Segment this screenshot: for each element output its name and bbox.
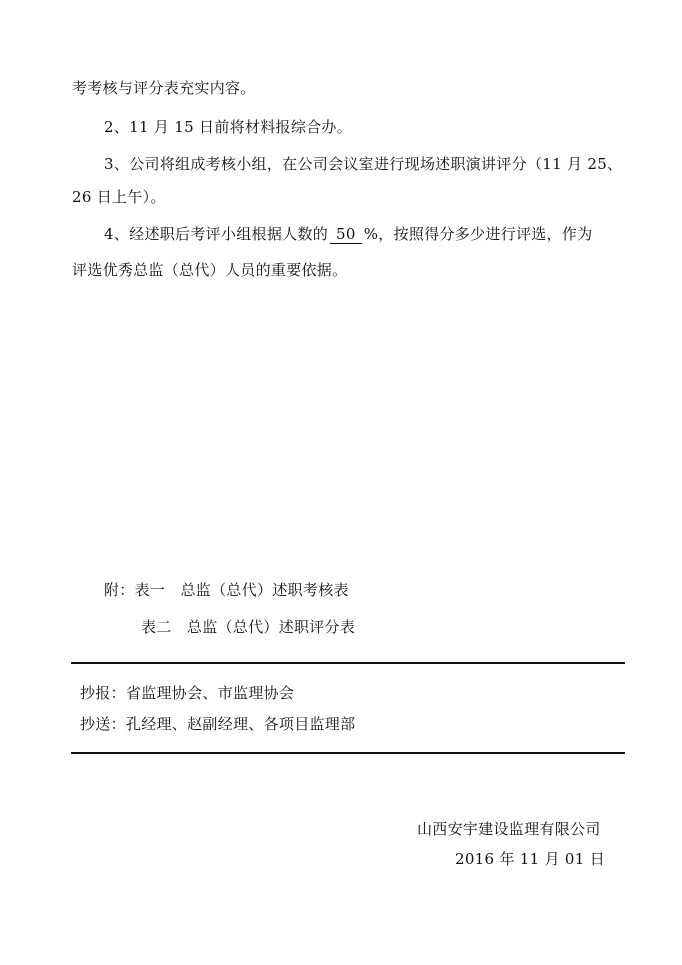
attachment-table-1: 表一 总监（总代）述职考核表: [134, 581, 349, 599]
item-4-line-2: 评选优秀总监（总代）人员的重要依据。: [72, 261, 348, 279]
item-4-percentage: 50: [330, 226, 362, 244]
bottom-divider: [71, 752, 625, 754]
body-line-1: 考考核与评分表充实内容。: [72, 79, 256, 97]
attachment-table-2: 表二 总监（总代）述职评分表: [141, 618, 356, 636]
item-4-prefix: 4、经述职后考评小组根据人数的: [104, 225, 329, 243]
item-2: 2、11 月 15 日前将材料报综合办。: [104, 118, 353, 136]
top-divider: [71, 662, 625, 664]
attachment-line-1: [104, 580, 349, 600]
item-3-line-1: 3、公司将组成考核小组，在公司会议室进行现场述职演讲评分（11 月 25、: [104, 155, 623, 173]
item-4-line-1: [104, 224, 593, 244]
item-4-suffix: %，按照得分多少进行评选，作为: [363, 225, 593, 243]
report-to-line: 抄报：省监理协会、市监理协会: [80, 684, 295, 702]
copy-to-line: 抄送：孔经理、赵副经理、各项目监理部: [80, 715, 356, 733]
attachment-label: 附：: [104, 581, 135, 599]
company-name: 山西安宇建设监理有限公司: [417, 820, 601, 838]
issue-date: 2016 年 11 月 01 日: [455, 850, 605, 868]
item-3-line-2: 26 日上午）。: [72, 188, 166, 206]
